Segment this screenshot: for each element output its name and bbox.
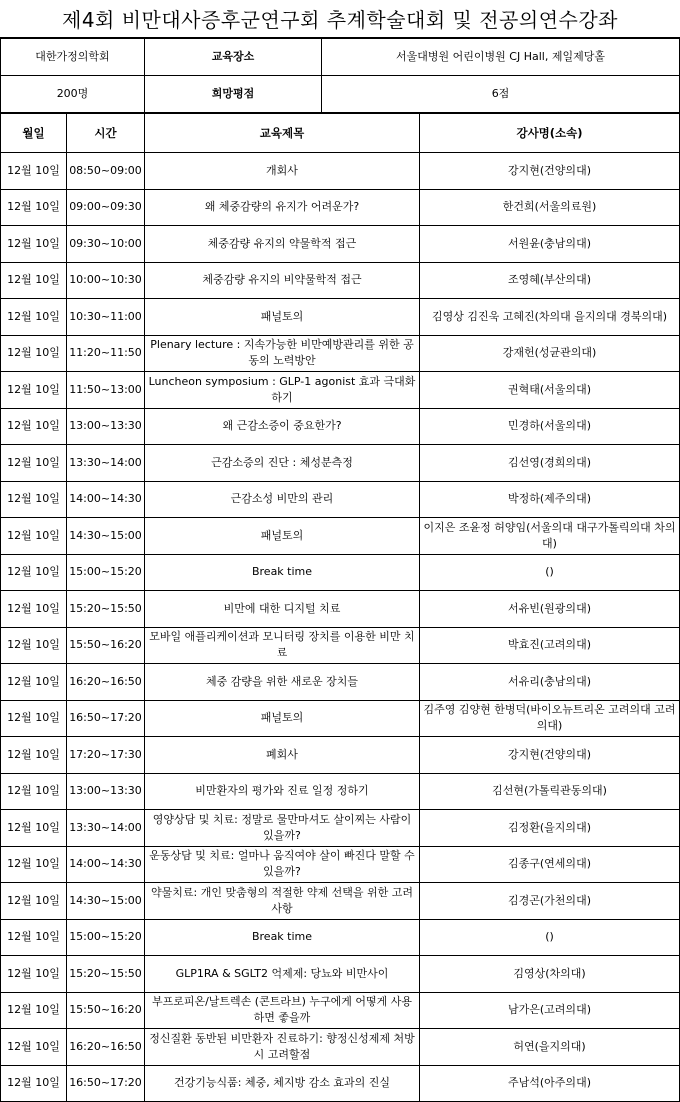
speaker-cell: 강재헌(성균관의대)	[420, 335, 680, 372]
date-cell: 12월 10일	[1, 627, 67, 664]
date-cell: 12월 10일	[1, 481, 67, 518]
speaker-cell: 허연(을지의대)	[420, 1029, 680, 1066]
table-row	[1, 554, 680, 591]
date-cell: 12월 10일	[1, 919, 67, 956]
time-cell: 10:00~10:30	[67, 262, 145, 299]
time-cell: 16:20~16:50	[67, 664, 145, 701]
info-row-venue	[1, 39, 680, 76]
date-cell: 12월 10일	[1, 591, 67, 628]
table-row	[1, 664, 680, 701]
time-cell: 15:00~15:20	[67, 554, 145, 591]
speaker-cell: 박정하(제주의대)	[420, 481, 680, 518]
table-row	[1, 1065, 680, 1102]
date-cell: 12월 10일	[1, 226, 67, 263]
date-cell: 12월 10일	[1, 372, 67, 409]
date-cell: 12월 10일	[1, 846, 67, 883]
speaker-cell: 민경하(서울의대)	[420, 408, 680, 445]
date-cell: 12월 10일	[1, 518, 67, 555]
speaker-cell: 강지현(건양의대)	[420, 153, 680, 190]
info-table	[0, 38, 680, 113]
speaker-cell: 서유리(충남의대)	[420, 664, 680, 701]
title-cell: 비만환자의 평가와 진료 일정 정하기	[145, 773, 420, 810]
time-cell: 16:50~17:20	[67, 1065, 145, 1102]
table-row	[1, 919, 680, 956]
time-cell: 15:00~15:20	[67, 919, 145, 956]
time-cell: 14:00~14:30	[67, 481, 145, 518]
venue-label: 교육장소	[145, 39, 322, 76]
time-cell: 13:00~13:30	[67, 408, 145, 445]
time-cell: 09:30~10:00	[67, 226, 145, 263]
table-row	[1, 846, 680, 883]
time-cell: 14:30~15:00	[67, 883, 145, 920]
table-row	[1, 1029, 680, 1066]
table-row	[1, 335, 680, 372]
title-cell: GLP1RA & SGLT2 억제제: 당뇨와 비만사이	[145, 956, 420, 993]
speaker-cell: 서유빈(원광의대)	[420, 591, 680, 628]
date-cell: 12월 10일	[1, 262, 67, 299]
date-cell: 12월 10일	[1, 335, 67, 372]
credit-value: 6점	[322, 76, 680, 113]
speaker-cell: 김선현(가톨릭관동의대)	[420, 773, 680, 810]
table-row	[1, 627, 680, 664]
speaker-cell: ()	[420, 554, 680, 591]
venue-value: 서울대병원 어린이병원 CJ Hall, 제일제당홀	[322, 39, 680, 76]
speaker-cell: 김주영 김양현 한병덕(바이오뉴트리온 고려의대 고려의대)	[420, 700, 680, 737]
title-cell: 패널토의	[145, 518, 420, 555]
date-cell: 12월 10일	[1, 1029, 67, 1066]
speaker-cell: 이지은 조윤정 허양임(서울의대 대구가톨릭의대 차의대)	[420, 518, 680, 555]
table-row	[1, 153, 680, 190]
time-cell: 16:50~17:20	[67, 700, 145, 737]
title-cell: 개회사	[145, 153, 420, 190]
date-cell: 12월 10일	[1, 992, 67, 1029]
speaker-cell: 김영상 김진욱 고혜진(차의대 을지의대 경북의대)	[420, 299, 680, 336]
time-cell: 15:50~16:20	[67, 627, 145, 664]
date-cell: 12월 10일	[1, 700, 67, 737]
title-cell: 근감소성 비만의 관리	[145, 481, 420, 518]
title-cell: Plenary lecture : 지속가능한 비만예방관리를 위한 공동의 노력방안	[145, 335, 420, 372]
table-row	[1, 883, 680, 920]
title-cell: 체중감량 유지의 약물학적 접근	[145, 226, 420, 263]
title-cell: 모바일 애플리케이션과 모니터링 장치를 이용한 비만 치료	[145, 627, 420, 664]
speaker-cell: 김선영(경희의대)	[420, 445, 680, 482]
column-header-speaker: 강사명(소속)	[420, 114, 680, 153]
date-cell: 12월 10일	[1, 1065, 67, 1102]
date-cell: 12월 10일	[1, 299, 67, 336]
page-title: 제4회 비만대사증후군연구회 추계학술대회 및 전공의연수강좌	[0, 0, 680, 38]
date-cell: 12월 10일	[1, 554, 67, 591]
speaker-cell: 김정환(을지의대)	[420, 810, 680, 847]
time-cell: 15:20~15:50	[67, 591, 145, 628]
speaker-cell: 김영상(차의대)	[420, 956, 680, 993]
title-cell: 패널토의	[145, 299, 420, 336]
table-row	[1, 299, 680, 336]
time-cell: 14:30~15:00	[67, 518, 145, 555]
time-cell: 10:30~11:00	[67, 299, 145, 336]
credit-label: 희망평점	[145, 76, 322, 113]
table-row	[1, 737, 680, 774]
title-cell: 운동상담 및 치료: 얼마나 움직여야 살이 빠진다 말할 수 있을까?	[145, 846, 420, 883]
date-cell: 12월 10일	[1, 883, 67, 920]
date-cell: 12월 10일	[1, 956, 67, 993]
table-row	[1, 992, 680, 1029]
title-cell: 건강기능식품: 체중, 체지방 감소 효과의 진실	[145, 1065, 420, 1102]
speaker-cell: 한건희(서울의료원)	[420, 189, 680, 226]
speaker-cell: 조영혜(부산의대)	[420, 262, 680, 299]
table-row	[1, 226, 680, 263]
table-row	[1, 700, 680, 737]
organizer-cell: 대한가정의학회	[1, 39, 145, 76]
time-cell: 13:00~13:30	[67, 773, 145, 810]
column-header-date: 월일	[1, 114, 67, 153]
schedule-body	[1, 153, 680, 1102]
title-cell: 왜 근감소증이 중요한가?	[145, 408, 420, 445]
title-cell: 패널토의	[145, 700, 420, 737]
column-header-title: 교육제목	[145, 114, 420, 153]
schedule-table	[0, 113, 680, 1102]
table-row	[1, 189, 680, 226]
title-cell: 부프로피온/날트렉손 (콘트라브) 누구에게 어떻게 사용하면 좋을까	[145, 992, 420, 1029]
table-row	[1, 956, 680, 993]
time-cell: 09:00~09:30	[67, 189, 145, 226]
capacity-cell: 200명	[1, 76, 145, 113]
title-cell: Luncheon symposium : GLP-1 agonist 효과 극대화하기	[145, 372, 420, 409]
title-cell: Break time	[145, 554, 420, 591]
table-row	[1, 445, 680, 482]
title-cell: 폐회사	[145, 737, 420, 774]
time-cell: 16:20~16:50	[67, 1029, 145, 1066]
title-cell: 비만에 대한 디지털 치료	[145, 591, 420, 628]
speaker-cell: 김경곤(가천의대)	[420, 883, 680, 920]
speaker-cell: 주남석(아주의대)	[420, 1065, 680, 1102]
table-row	[1, 518, 680, 555]
speaker-cell: ()	[420, 919, 680, 956]
time-cell: 11:50~13:00	[67, 372, 145, 409]
date-cell: 12월 10일	[1, 189, 67, 226]
time-cell: 13:30~14:00	[67, 445, 145, 482]
table-row	[1, 591, 680, 628]
title-cell: 약물치료: 개인 맞춤형의 적절한 약제 선택을 위한 고려사항	[145, 883, 420, 920]
date-cell: 12월 10일	[1, 408, 67, 445]
column-header-time: 시간	[67, 114, 145, 153]
title-cell: 영양상담 및 치료: 정말로 물만마셔도 살이찌는 사람이 있을까?	[145, 810, 420, 847]
time-cell: 15:20~15:50	[67, 956, 145, 993]
date-cell: 12월 10일	[1, 664, 67, 701]
table-row	[1, 372, 680, 409]
speaker-cell: 남가은(고려의대)	[420, 992, 680, 1029]
time-cell: 14:00~14:30	[67, 846, 145, 883]
date-cell: 12월 10일	[1, 445, 67, 482]
info-row-credit	[1, 76, 680, 113]
table-row	[1, 408, 680, 445]
speaker-cell: 김종구(연세의대)	[420, 846, 680, 883]
date-cell: 12월 10일	[1, 737, 67, 774]
date-cell: 12월 10일	[1, 153, 67, 190]
speaker-cell: 박효진(고려의대)	[420, 627, 680, 664]
title-cell: 근감소증의 진단 : 체성분측정	[145, 445, 420, 482]
time-cell: 17:20~17:30	[67, 737, 145, 774]
speaker-cell: 서원윤(충남의대)	[420, 226, 680, 263]
table-row	[1, 773, 680, 810]
title-cell: 정신질환 동반된 비만환자 진료하기: 향정신성제제 처방시 고려할점	[145, 1029, 420, 1066]
header-row	[1, 114, 680, 153]
date-cell: 12월 10일	[1, 810, 67, 847]
date-cell: 12월 10일	[1, 773, 67, 810]
title-cell: 왜 체중감량의 유지가 어려운가?	[145, 189, 420, 226]
title-cell: Break time	[145, 919, 420, 956]
table-row	[1, 810, 680, 847]
title-cell: 체중 감량을 위한 새로운 장치들	[145, 664, 420, 701]
table-row	[1, 481, 680, 518]
table-row	[1, 262, 680, 299]
speaker-cell: 권혁태(서울의대)	[420, 372, 680, 409]
title-cell: 체중감량 유지의 비약물학적 접근	[145, 262, 420, 299]
time-cell: 13:30~14:00	[67, 810, 145, 847]
time-cell: 08:50~09:00	[67, 153, 145, 190]
time-cell: 15:50~16:20	[67, 992, 145, 1029]
time-cell: 11:20~11:50	[67, 335, 145, 372]
speaker-cell: 강지현(건양의대)	[420, 737, 680, 774]
